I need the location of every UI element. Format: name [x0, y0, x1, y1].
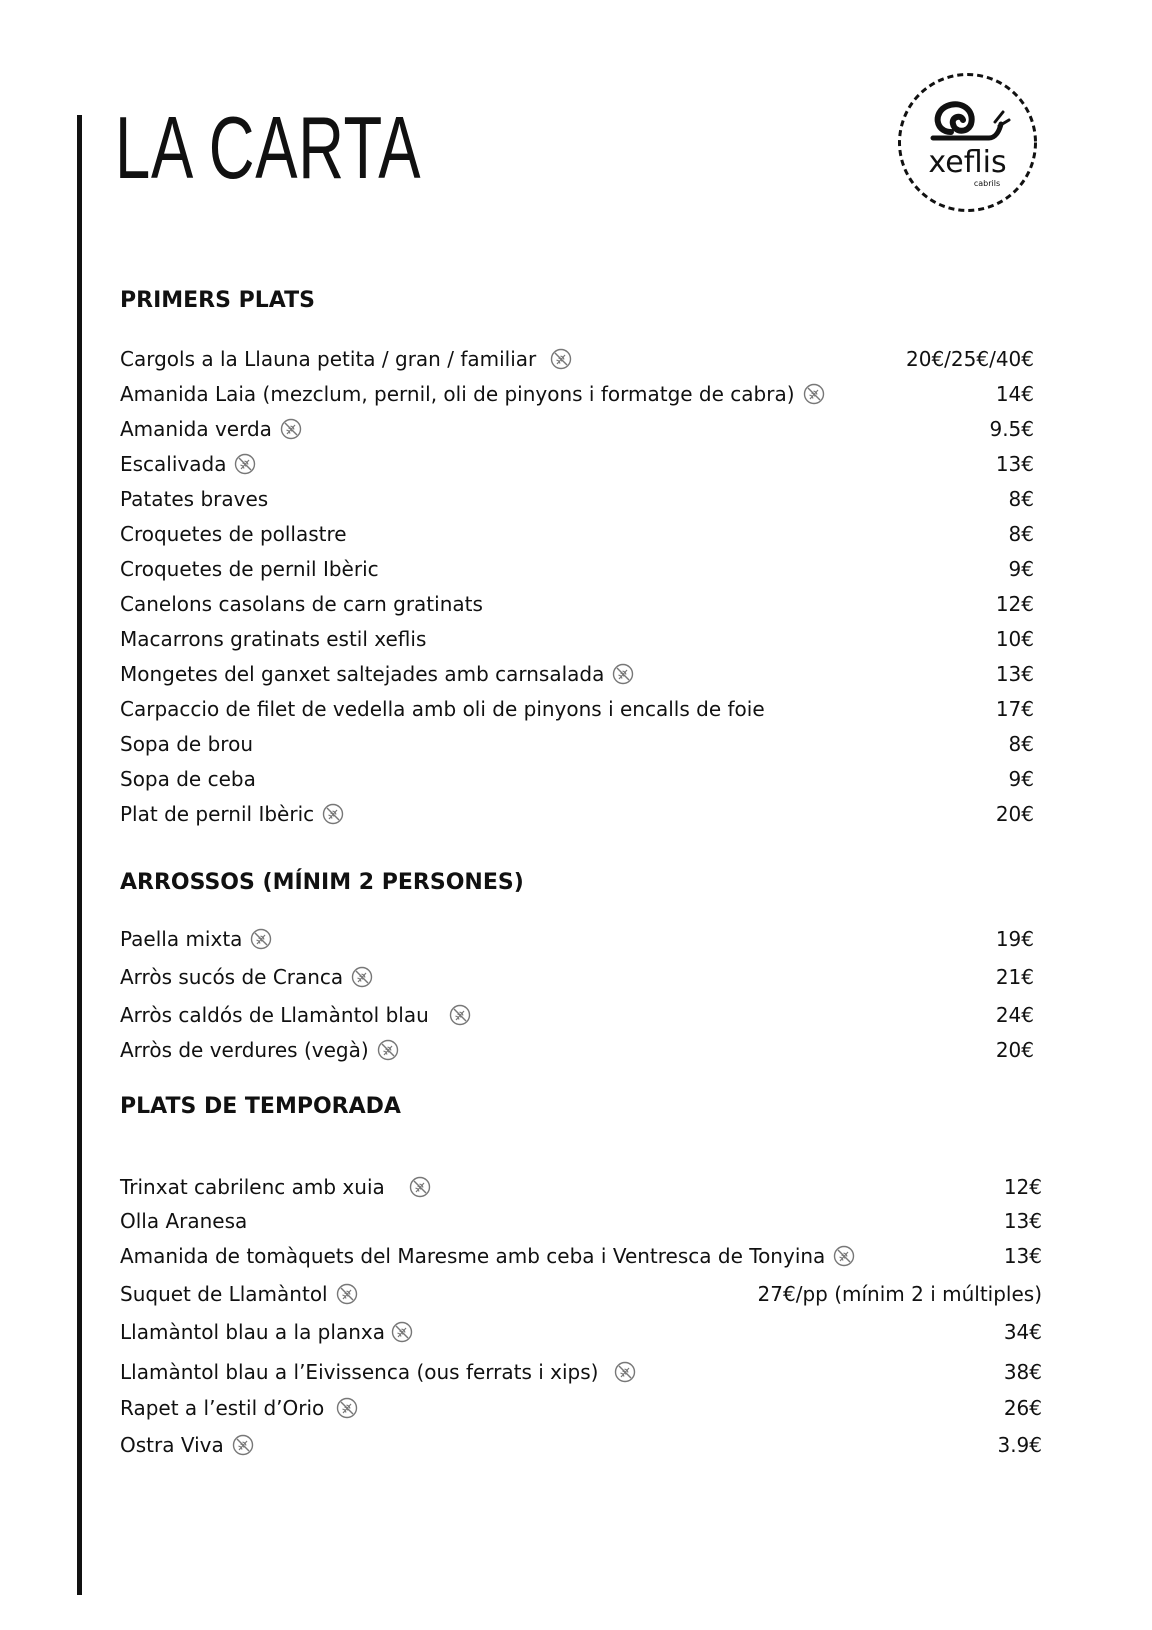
menu-item	[120, 1428, 254, 1462]
dish-name: Plat de pernil Ibèric	[120, 802, 315, 826]
gluten-free-icon	[391, 1321, 413, 1343]
gluten-free-icon	[336, 1283, 358, 1305]
dish-price: 14€	[995, 382, 1034, 406]
menu-item	[120, 1170, 431, 1204]
gluten-free-icon	[234, 453, 256, 475]
dish-name: Mongetes del ganxet saltejades amb carnsalada	[120, 662, 605, 686]
dish-price: 24€	[995, 1003, 1034, 1027]
gluten-free-icon	[803, 383, 825, 405]
dish-price: 13€	[995, 452, 1034, 476]
gluten-free-icon	[449, 1004, 471, 1026]
menu-item	[120, 797, 344, 831]
dish-name: Amanida de tomàquets del Maresme amb ceba i Ventresca de Tonyina	[120, 1244, 826, 1268]
dish-name: Ostra Viva	[120, 1433, 224, 1457]
dish-price: 8€	[1008, 732, 1034, 756]
menu-item	[120, 1277, 358, 1311]
dish-price: 13€	[1003, 1209, 1042, 1233]
menu-item	[120, 412, 302, 446]
dish-name: Trinxat cabrilenc amb xuia	[120, 1175, 385, 1199]
gluten-free-icon	[336, 1397, 358, 1419]
dish-name: Arròs sucós de Cranca	[120, 965, 344, 989]
dish-name: Arròs caldós de Llamàntol blau	[120, 1003, 429, 1027]
dish-price: 26€	[1003, 1396, 1042, 1420]
dish-name: Croquetes de pernil Ibèric	[120, 557, 379, 581]
gluten-free-icon	[232, 1434, 254, 1456]
dish-price: 10€	[995, 627, 1034, 651]
snail-icon	[933, 104, 1009, 138]
dish-price: 13€	[1003, 1244, 1042, 1268]
dish-price: 9.5€	[989, 417, 1034, 441]
xeflis-logo	[895, 70, 1040, 215]
dish-name: Llamàntol blau a la planxa	[120, 1320, 385, 1344]
menu-item	[120, 1204, 247, 1238]
dish-price: 20€	[995, 802, 1034, 826]
dish-name: Sopa de ceba	[120, 767, 256, 791]
dish-price: 20€/25€/40€	[906, 347, 1034, 371]
menu-item	[120, 998, 471, 1032]
gluten-free-icon	[612, 663, 634, 685]
dish-name: Paella mixta	[120, 927, 243, 951]
dish-price: 3.9€	[997, 1433, 1042, 1457]
dish-price: 12€	[1003, 1175, 1042, 1199]
dish-name: Escalivada	[120, 452, 227, 476]
gluten-free-icon	[351, 966, 373, 988]
dish-price: 17€	[995, 697, 1034, 721]
dish-price: 13€	[995, 662, 1034, 686]
menu-item	[120, 377, 825, 411]
gluten-free-icon	[322, 803, 344, 825]
dish-name: Canelons casolans de carn gratinats	[120, 592, 483, 616]
dish-name: Amanida Laia (mezclum, pernil, oli de pinyons i formatge de cabra)	[120, 382, 795, 406]
gluten-free-icon	[377, 1039, 399, 1061]
dish-price: 9€	[1008, 557, 1034, 581]
dish-name: Croquetes de pollastre	[120, 522, 347, 546]
menu-item	[120, 1033, 399, 1067]
menu-item	[120, 960, 373, 994]
gluten-free-icon	[833, 1245, 855, 1267]
menu-item	[120, 1355, 636, 1389]
menu-item	[120, 517, 347, 551]
logo-name: xeflis	[928, 145, 1007, 180]
menu-item	[120, 727, 253, 761]
dish-name: Olla Aranesa	[120, 1209, 248, 1233]
menu-item	[120, 762, 256, 796]
dish-name: Amanida verda	[120, 417, 272, 441]
vertical-rule	[77, 115, 82, 1595]
menu-item	[120, 447, 256, 481]
gluten-free-icon	[550, 348, 572, 370]
menu-item	[120, 657, 634, 691]
menu-item	[120, 482, 268, 516]
gluten-free-icon	[280, 418, 302, 440]
dish-price: 38€	[1003, 1360, 1042, 1384]
dish-name: Arròs de verdures (vegà)	[120, 1038, 369, 1062]
logo-subtitle: cabrils	[973, 179, 1001, 188]
dish-price: 19€	[995, 927, 1034, 951]
menu-item	[120, 1239, 855, 1273]
gluten-free-icon	[409, 1176, 431, 1198]
dish-price: 20€	[995, 1038, 1034, 1062]
menu-item	[120, 692, 765, 726]
dish-name: Carpaccio de filet de vedella amb oli de pinyons i encalls de foie	[120, 697, 765, 721]
section-heading-arrossos: ARROSSOS (MÍNIM 2 PERSONES)	[120, 870, 524, 895]
section-heading-temporada: PLATS DE TEMPORADA	[120, 1094, 401, 1119]
menu-item	[120, 1315, 413, 1349]
dish-price: 8€	[1008, 522, 1034, 546]
section-heading-primers: PRIMERS PLATS	[120, 288, 315, 313]
menu-item	[120, 552, 379, 586]
dish-price: 21€	[995, 965, 1034, 989]
dish-name: Sopa de brou	[120, 732, 253, 756]
dish-price: 8€	[1008, 487, 1034, 511]
dish-price: 27€/pp (mínim 2 i múltiples)	[757, 1282, 1042, 1306]
menu-item	[120, 587, 483, 621]
dish-name: Rapet a l’estil d’Orio	[120, 1396, 325, 1420]
gluten-free-icon	[250, 928, 272, 950]
dish-price: 12€	[995, 592, 1034, 616]
dish-price: 9€	[1008, 767, 1034, 791]
menu-item	[120, 342, 572, 376]
dish-name: Llamàntol blau a l’Eivissenca (ous ferrats i xips)	[120, 1360, 599, 1384]
page-title: LA CARTA	[115, 98, 422, 197]
dish-name: Patates braves	[120, 487, 269, 511]
menu-item	[120, 1391, 358, 1425]
dish-name: Suquet de Llamàntol	[120, 1282, 328, 1306]
menu-item	[120, 622, 426, 656]
menu-item	[120, 922, 272, 956]
dish-name: Macarrons gratinats estil xeflis	[120, 627, 427, 651]
gluten-free-icon	[614, 1361, 636, 1383]
dish-price: 34€	[1003, 1320, 1042, 1344]
dish-name: Cargols a la Llauna petita / gran / familiar	[120, 347, 537, 371]
